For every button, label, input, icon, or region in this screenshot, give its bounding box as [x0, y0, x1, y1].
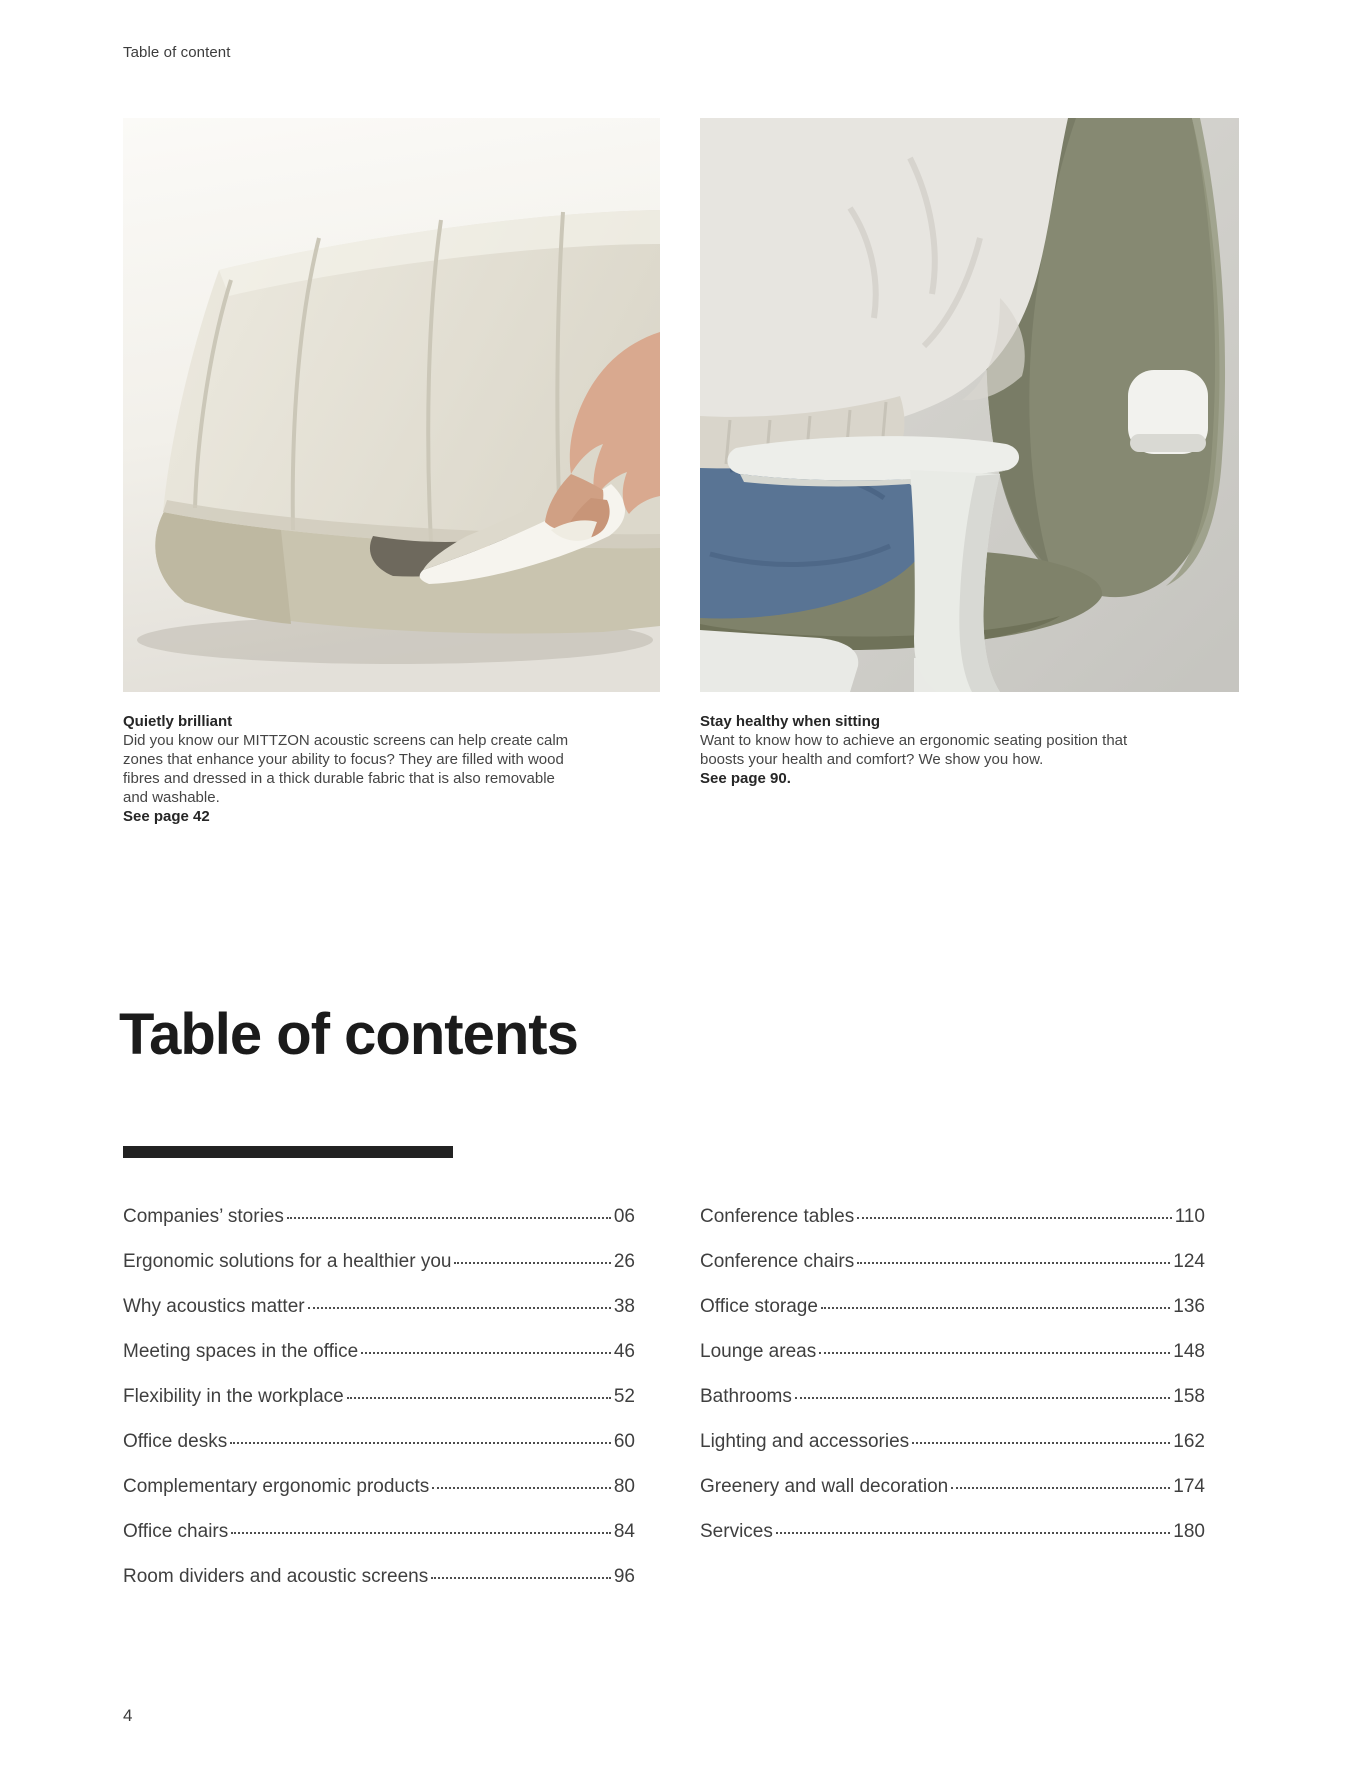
toc-entry-page: 162: [1173, 1431, 1205, 1452]
toc-leader-dots: [912, 1442, 1170, 1444]
toc-entry-lighting-accessories[interactable]: [700, 1431, 1205, 1476]
toc-entry-conference-tables[interactable]: [700, 1206, 1205, 1251]
toc-entry-services[interactable]: [700, 1521, 1205, 1566]
toc-entry-page: 136: [1173, 1296, 1205, 1317]
table-of-contents: [123, 1206, 1205, 1611]
toc-entry-page: 148: [1173, 1341, 1205, 1362]
office-chair-illustration: [700, 118, 1239, 692]
toc-entry-office-desks[interactable]: [123, 1431, 635, 1476]
toc-entry-page: 38: [613, 1296, 635, 1317]
title-rule: [123, 1146, 453, 1158]
toc-entry-label: Office storage: [700, 1296, 818, 1317]
toc-entry-meeting-spaces[interactable]: [123, 1341, 635, 1386]
feature-body: Did you know our MITTZON acoustic screens can help create calm zones that enhance your ability to focus? They are filled with wood fibres and dressed in a thick durable fabric that is also removable and washable.: [123, 732, 569, 806]
toc-leader-dots: [819, 1352, 1170, 1354]
toc-entry-label: Flexibility in the workplace: [123, 1386, 344, 1407]
toc-entry-page: 96: [613, 1566, 635, 1587]
toc-leader-dots: [230, 1442, 611, 1444]
photo-office-chair: [700, 118, 1239, 692]
feature-caption-acoustic: [123, 712, 581, 826]
toc-entry-label: Complementary ergonomic products: [123, 1476, 430, 1497]
toc-leader-dots: [361, 1352, 611, 1354]
toc-entry-label: Lounge areas: [700, 1341, 817, 1362]
feature-title: Stay healthy when sitting: [700, 713, 881, 730]
toc-entry-page: 52: [613, 1386, 635, 1407]
toc-leader-dots: [432, 1487, 611, 1489]
toc-entry-page: 124: [1173, 1251, 1205, 1272]
toc-entry-label: Services: [700, 1521, 773, 1542]
toc-entry-office-storage[interactable]: [700, 1296, 1205, 1341]
toc-entry-page: 06: [613, 1206, 635, 1227]
toc-entry-label: Greenery and wall decoration: [700, 1476, 949, 1497]
feature-title: Quietly brilliant: [123, 713, 233, 730]
toc-column-right: [700, 1206, 1205, 1611]
feature-caption-seating: [700, 712, 1162, 788]
toc-entry-office-chairs[interactable]: [123, 1521, 635, 1566]
photo-acoustic-screen: [123, 118, 660, 692]
toc-leader-dots: [347, 1397, 611, 1399]
toc-leader-dots: [231, 1532, 611, 1534]
toc-leader-dots: [857, 1217, 1171, 1219]
page-kicker: Table of content: [123, 44, 231, 61]
toc-entry-page: 80: [613, 1476, 635, 1497]
toc-entry-why-acoustics-matter[interactable]: [123, 1296, 635, 1341]
toc-entry-label: Why acoustics matter: [123, 1296, 305, 1317]
toc-leader-dots: [431, 1577, 611, 1579]
feature-see-page: See page 90.: [700, 770, 791, 787]
toc-entry-label: Bathrooms: [700, 1386, 792, 1407]
toc-entry-page: 84: [613, 1521, 635, 1542]
toc-leader-dots: [454, 1262, 610, 1264]
toc-entry-label: Office desks: [123, 1431, 228, 1452]
page-title: Table of contents: [119, 1002, 578, 1067]
toc-entry-label: Office chairs: [123, 1521, 229, 1542]
toc-entry-page: 174: [1173, 1476, 1205, 1497]
toc-entry-page: 158: [1173, 1386, 1205, 1407]
toc-leader-dots: [821, 1307, 1170, 1309]
toc-entry-label: Ergonomic solutions for a healthier you: [123, 1251, 452, 1272]
feature-body: Want to know how to achieve an ergonomic seating position that boosts your health and comfort? We show you how.: [700, 732, 1128, 768]
toc-leader-dots: [308, 1307, 611, 1309]
toc-column-left: [123, 1206, 635, 1611]
toc-entry-page: 60: [613, 1431, 635, 1452]
toc-entry-page: 180: [1173, 1521, 1205, 1542]
toc-entry-conference-chairs[interactable]: [700, 1251, 1205, 1296]
toc-entry-greenery-wall-decoration[interactable]: [700, 1476, 1205, 1521]
toc-leader-dots: [795, 1397, 1170, 1399]
toc-entry-page: 46: [613, 1341, 635, 1362]
toc-entry-label: Meeting spaces in the office: [123, 1341, 359, 1362]
toc-entry-bathrooms[interactable]: [700, 1386, 1205, 1431]
toc-leader-dots: [857, 1262, 1170, 1264]
toc-entry-page: 110: [1174, 1206, 1205, 1227]
toc-leader-dots: [776, 1532, 1170, 1534]
toc-entry-page: 26: [613, 1251, 635, 1272]
feature-see-page: See page 42: [123, 808, 210, 825]
acoustic-screen-illustration: [123, 118, 660, 692]
toc-entry-label: Companies’ stories: [123, 1206, 284, 1227]
toc-leader-dots: [287, 1217, 611, 1219]
toc-entry-room-dividers[interactable]: [123, 1566, 635, 1611]
toc-entry-flexibility-workplace[interactable]: [123, 1386, 635, 1431]
page-number: 4: [123, 1706, 133, 1725]
toc-entry-complementary-products[interactable]: [123, 1476, 635, 1521]
toc-leader-dots: [951, 1487, 1170, 1489]
toc-entry-label: Conference tables: [700, 1206, 855, 1227]
toc-entry-label: Lighting and accessories: [700, 1431, 910, 1452]
toc-entry-lounge-areas[interactable]: [700, 1341, 1205, 1386]
toc-entry-label: Room dividers and acoustic screens: [123, 1566, 429, 1587]
toc-entry-companies-stories[interactable]: [123, 1206, 635, 1251]
toc-entry-label: Conference chairs: [700, 1251, 855, 1272]
toc-entry-ergonomic-solutions[interactable]: [123, 1251, 635, 1296]
